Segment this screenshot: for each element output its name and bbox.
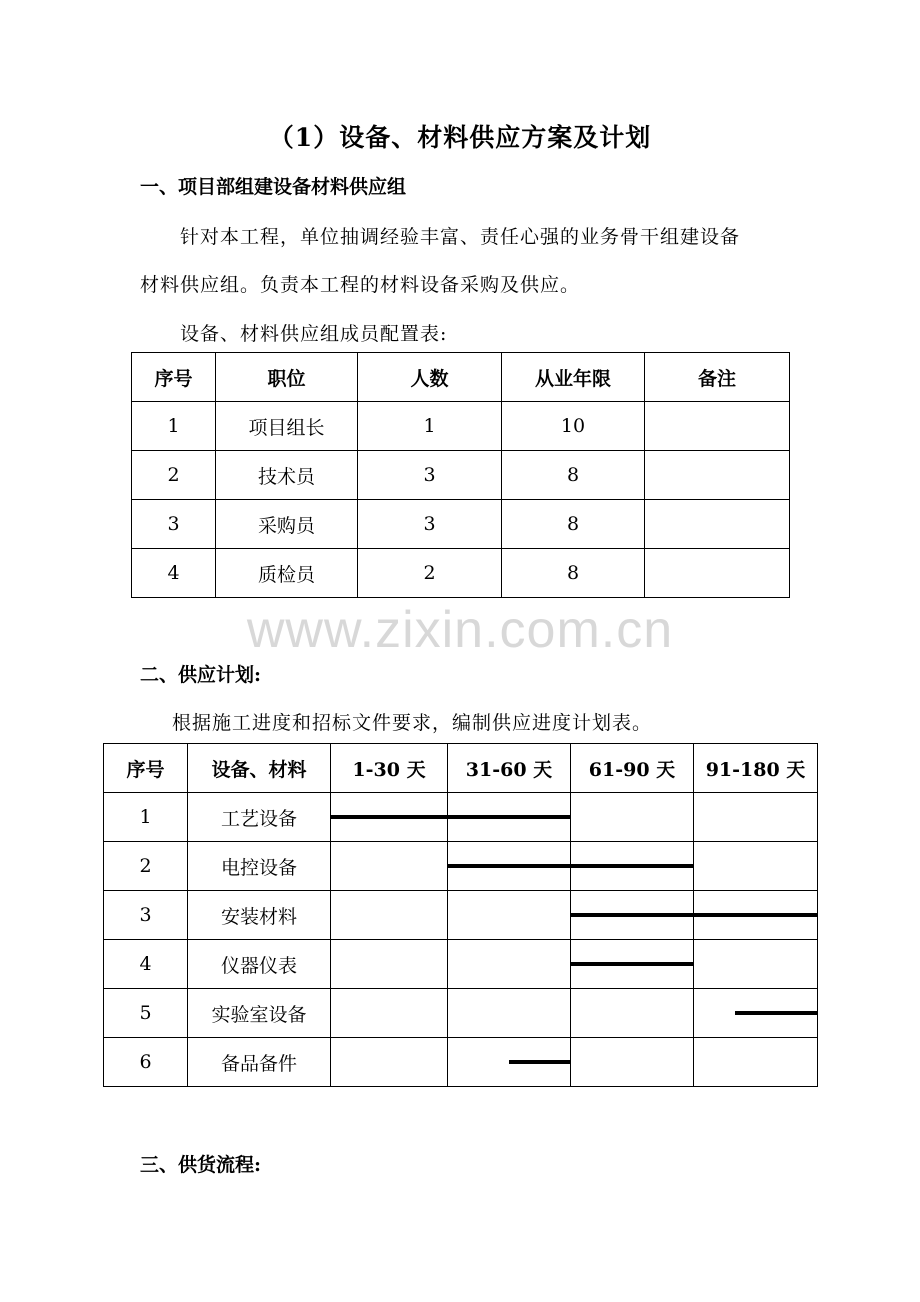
table-cell: 电控设备 xyxy=(188,842,331,891)
table-cell xyxy=(645,402,790,451)
table-cell: 3 xyxy=(104,891,188,940)
header-cell: 91-180 天 xyxy=(694,744,818,793)
table-cell: 2 xyxy=(132,451,216,500)
header-cell: 31-60 天 xyxy=(448,744,571,793)
table-row xyxy=(132,500,790,549)
header-cell: 人数 xyxy=(358,353,502,402)
schedule-bar xyxy=(735,1011,818,1015)
header-cell: 设备、材料 xyxy=(188,744,331,793)
table-row xyxy=(132,451,790,500)
schedule-bar xyxy=(331,815,571,819)
table-cell: 10 xyxy=(502,402,645,451)
section2-heading: 二、供应计划: xyxy=(140,664,262,686)
header-cell: 序号 xyxy=(104,744,188,793)
section1-heading: 一、项目部组建设备材料供应组 xyxy=(140,176,407,198)
table-cell: 3 xyxy=(132,500,216,549)
table-row xyxy=(104,940,818,989)
table-row xyxy=(104,989,818,1038)
section3-heading: 三、供货流程: xyxy=(140,1154,262,1176)
table-cell: 8 xyxy=(502,451,645,500)
table-cell: 8 xyxy=(502,500,645,549)
table-cell: 4 xyxy=(104,940,188,989)
staff-table-header-row xyxy=(132,353,790,402)
header-cell: 序号 xyxy=(132,353,216,402)
header-cell: 职位 xyxy=(216,353,358,402)
section1-paragraph-line1: 针对本工程，单位抽调经验丰富、责任心强的业务骨干组建设备 xyxy=(180,226,741,248)
table-cell: 工艺设备 xyxy=(188,793,331,842)
table-cell xyxy=(645,500,790,549)
table-row xyxy=(132,402,790,451)
staff-table-caption: 设备、材料供应组成员配置表: xyxy=(180,323,448,345)
table-cell: 6 xyxy=(104,1038,188,1087)
staff-table xyxy=(131,352,790,598)
table-cell: 实验室设备 xyxy=(188,989,331,1038)
header-cell: 61-90 天 xyxy=(571,744,694,793)
schedule-bar xyxy=(571,913,818,917)
table-cell: 8 xyxy=(502,549,645,598)
plan-table-header-row xyxy=(104,744,818,793)
table-cell: 3 xyxy=(358,451,502,500)
table-cell: 2 xyxy=(358,549,502,598)
header-cell: 1-30 天 xyxy=(331,744,448,793)
table-cell: 仪器仪表 xyxy=(188,940,331,989)
plan-table-wrapper xyxy=(103,743,817,1087)
table-cell: 1 xyxy=(132,402,216,451)
table-cell: 2 xyxy=(104,842,188,891)
table-cell: 技术员 xyxy=(216,451,358,500)
page-title: （1）设备、材料供应方案及计划 xyxy=(268,123,652,152)
table-cell: 3 xyxy=(358,500,502,549)
header-cell: 备注 xyxy=(645,353,790,402)
watermark: www.zixin.com.cn xyxy=(246,601,674,659)
schedule-bar xyxy=(448,864,694,868)
table-cell: 采购员 xyxy=(216,500,358,549)
header-cell: 从业年限 xyxy=(502,353,645,402)
table-cell: 质检员 xyxy=(216,549,358,598)
section2-paragraph: 根据施工进度和招标文件要求，编制供应进度计划表。 xyxy=(172,712,653,734)
table-cell: 安装材料 xyxy=(188,891,331,940)
schedule-bar xyxy=(509,1060,571,1064)
table-cell: 项目组长 xyxy=(216,402,358,451)
section1-paragraph-line2: 材料供应组。负责本工程的材料设备采购及供应。 xyxy=(140,274,581,296)
table-cell xyxy=(645,451,790,500)
schedule-bar xyxy=(571,962,694,966)
table-cell: 1 xyxy=(358,402,502,451)
table-row xyxy=(132,549,790,598)
table-cell: 5 xyxy=(104,989,188,1038)
table-cell xyxy=(645,549,790,598)
table-cell: 备品备件 xyxy=(188,1038,331,1087)
table-cell: 1 xyxy=(104,793,188,842)
table-cell: 4 xyxy=(132,549,216,598)
table-row xyxy=(104,1038,818,1087)
